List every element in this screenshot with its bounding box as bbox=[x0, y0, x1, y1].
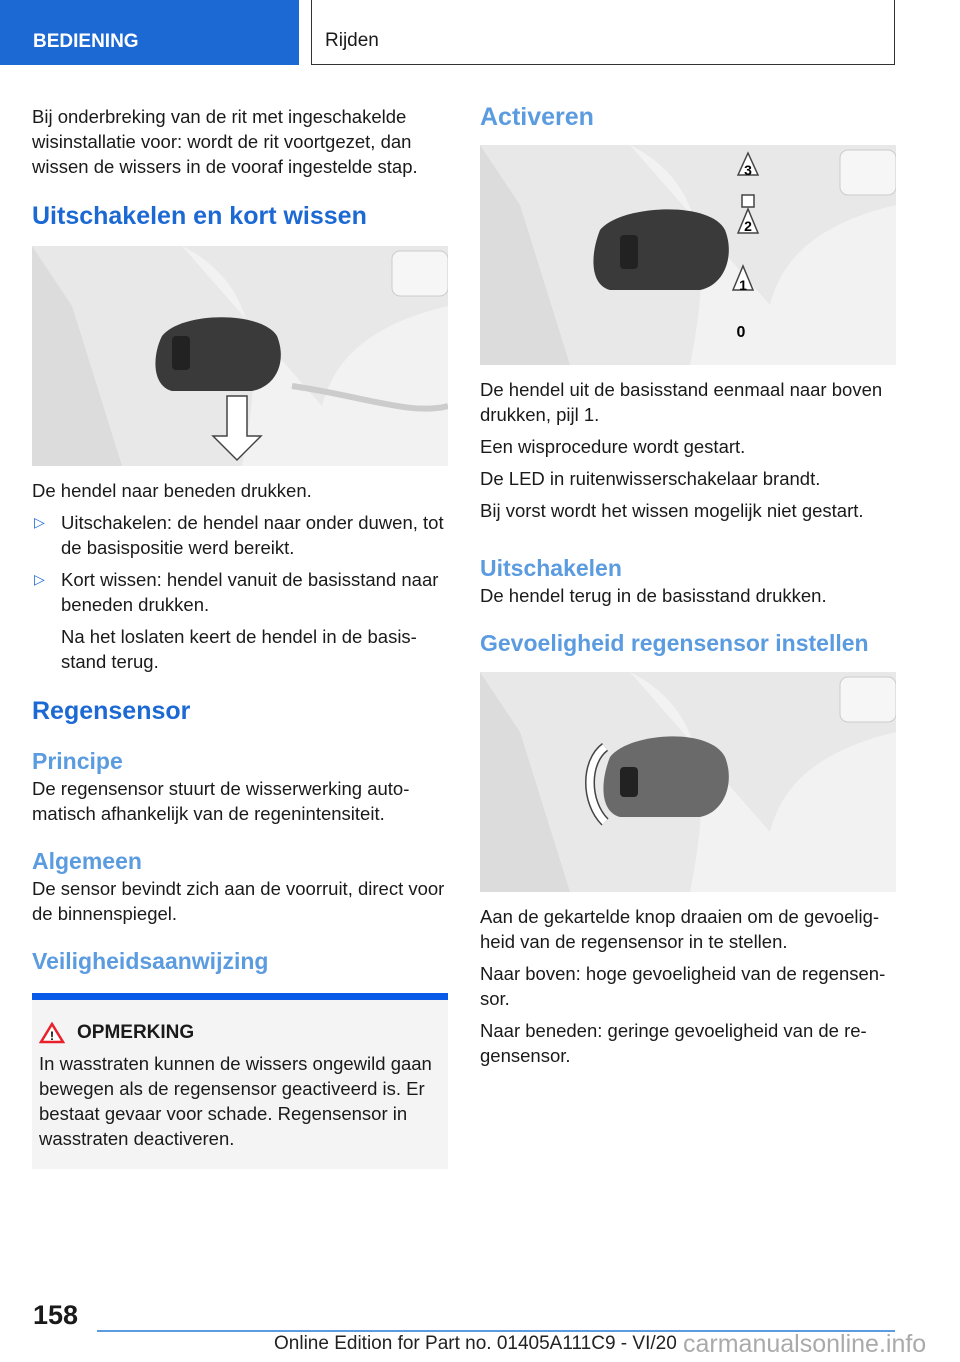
edition-text: Online Edition for Part no. 01405A111C9 - VI/20 bbox=[274, 1333, 677, 1354]
watermark: carmanualsonline.info bbox=[683, 1330, 927, 1358]
algemeen-text: De sensor bevindt zich aan de voorruit, direct voor de binnenspiegel. bbox=[32, 878, 445, 924]
gevoeligheid-text: Naar beneden: geringe gevoeligheid van de re-gensensor. bbox=[480, 1020, 867, 1066]
fig1-caption: De hendel naar beneden drukken. bbox=[32, 480, 312, 501]
arrow-label: 2 bbox=[744, 218, 752, 234]
right-column bbox=[480, 102, 896, 1075]
activeren-text: Een wisprocedure wordt gestart. bbox=[480, 436, 746, 457]
warning-triangle-icon bbox=[39, 1022, 65, 1044]
triangle-bullet-icon: ▷ bbox=[34, 514, 45, 530]
intro-text: Bij onderbreking van de rit met ingeschakelde wisinstallatie voor: wordt de rit voortgezet, dan wissen de wissers in de vooraf ingestelde stap. bbox=[32, 106, 418, 177]
section-tab: BEDIENING bbox=[0, 0, 299, 65]
bullet-note: Na het loslaten keert de hendel in de basis-stand terug. bbox=[61, 626, 417, 672]
chapter-title: Rijden bbox=[311, 0, 895, 65]
activeren-text: De LED in ruitenwisserschakelaar brandt. bbox=[480, 468, 821, 489]
uitschakelen-text: De hendel terug in de basisstand drukken. bbox=[480, 585, 827, 606]
page-number: 158 bbox=[33, 1300, 79, 1330]
warning-box bbox=[32, 993, 448, 1169]
arrow-label: 0 bbox=[736, 324, 746, 341]
arrow-label: 3 bbox=[744, 162, 752, 178]
bullet-text: Kort wissen: hendel vanuit de basisstand naar beneden drukken. bbox=[61, 569, 439, 615]
warning-text: In wasstraten kunnen de wissers ongewild gaan bewegen als de regensensor geactiveerd is. Er bestaat gevaar voor schade. Regensensor in wasstraten deactiveren. bbox=[39, 1053, 432, 1149]
bullet-text: Uitschakelen: de hendel naar onder duwen, tot de basispositie werd bereikt. bbox=[61, 512, 444, 558]
heading-principe: Principe bbox=[32, 748, 123, 774]
activeren-text: Bij vorst wordt het wissen mogelijk niet gestart. bbox=[480, 500, 864, 521]
figure-lever-down bbox=[32, 246, 448, 466]
gevoeligheid-text: Naar boven: hoge gevoeligheid van de regensen-sor. bbox=[480, 963, 886, 1009]
arrow-label: 1 bbox=[739, 277, 747, 293]
figure-lever-up bbox=[480, 145, 896, 365]
warning-title: OPMERKING bbox=[77, 1022, 195, 1043]
triangle-bullet-icon: ▷ bbox=[34, 571, 45, 587]
left-column bbox=[32, 104, 448, 1169]
heading-uitschakelen-kort-wissen: Uitschakelen en kort wissen bbox=[32, 202, 367, 230]
heading-veiligheid: Veiligheidsaanwijzing bbox=[32, 948, 269, 974]
heading-gevoeligheid: Gevoeligheid regensensor instellen bbox=[480, 630, 869, 656]
figure-sensitivity-knob bbox=[480, 672, 896, 892]
bullet-item bbox=[32, 567, 448, 617]
gevoeligheid-text: Aan de gekartelde knop draaien om de gevoelig-heid van de regensensor in te stellen. bbox=[480, 906, 880, 952]
principe-text: De regensensor stuurt de wisserwerking auto-matisch afhankelijk van de regenintensiteit. bbox=[32, 778, 410, 824]
heading-algemeen: Algemeen bbox=[32, 848, 142, 874]
activeren-text: De hendel uit de basisstand eenmaal naar boven drukken, pijl 1. bbox=[480, 379, 883, 425]
svg-text:!: ! bbox=[50, 1028, 54, 1043]
bullet-item bbox=[32, 510, 448, 560]
heading-regensensor: Regensensor bbox=[32, 697, 191, 725]
heading-uitschakelen: Uitschakelen bbox=[480, 555, 622, 581]
heading-activeren: Activeren bbox=[480, 103, 594, 131]
